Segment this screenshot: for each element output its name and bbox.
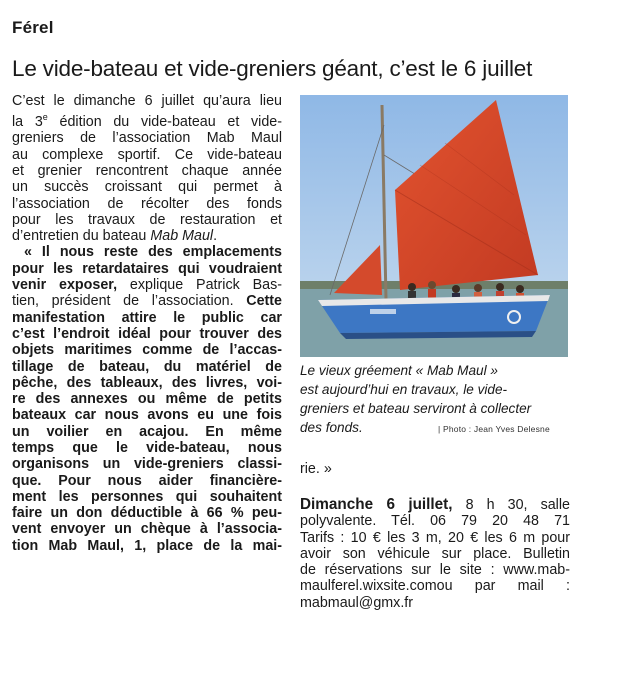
quote-line: que. Pour nous aider financière- <box>12 472 282 489</box>
info-line: de réservations sur le site : www.mab- <box>300 562 570 579</box>
info-date: Dimanche 6 juillet, <box>300 496 453 513</box>
article-kicker: Férel <box>12 18 54 37</box>
info-line: Tarifs : 10 € les 3 m, 20 € les 6 m pour <box>300 529 570 546</box>
body-line: d’entretien du bateau Mab Maul. <box>12 228 218 245</box>
sailboat-illustration <box>300 95 568 357</box>
info-line: avoir son véhicule sur place. Bulletin <box>300 545 570 562</box>
body-line: au complexe sportif. Ce vide-bateau <box>12 146 282 163</box>
quote-line: pour les retardataires qui voudraient <box>12 260 282 277</box>
quote-line: bateaux car nous avons eu une fois <box>12 407 282 424</box>
article-continuation: rie. » <box>300 461 332 477</box>
quote-line: re des annexes ou même de petits <box>12 391 282 408</box>
quote-line: temps que le vide-bateau, nous <box>12 440 282 456</box>
body-line: pour les travaux de restauration et <box>12 211 282 228</box>
caption-line: Le vieux gréement « Mab Maul » <box>300 363 498 378</box>
info-line: mabmaul@gmx.fr <box>300 594 414 611</box>
quote-line: « Il nous reste des emplacements <box>24 244 282 261</box>
body-line: un succès croissant qui permet à <box>12 179 282 196</box>
quote-line: organisons un vide-greniers classi- <box>12 456 282 473</box>
info-line: maulferel.wixsite.comou par mail : <box>300 578 570 595</box>
quote-line: manifestation attire le public car <box>12 309 282 326</box>
caption-line: greniers et bateau serviront à collecter <box>300 401 532 416</box>
quote-line: un voilier en acajou. En même <box>12 423 282 440</box>
quote-line: objets maritimes comme de l’accas- <box>12 342 282 359</box>
article-headline: Le vide-bateau et vide-greniers géant, c’est le 6 juillet <box>12 56 533 81</box>
quote-line: tion Mab Maul, 1, place de la mai- <box>12 537 282 554</box>
sailboat-photo <box>300 95 568 357</box>
caption-line: des fonds. <box>300 420 363 435</box>
quote-line: venir exposer, explique Patrick Bas- <box>12 277 282 294</box>
quote-line: tien, président de l’association. Cette <box>12 293 282 310</box>
body-line: l’association de récolter des fonds <box>12 195 282 212</box>
body-line: C’est le dimanche 6 juillet qu’aura lieu <box>12 93 282 109</box>
quote-line: pêche, des tableaux, des livres, voi- <box>12 374 282 391</box>
quote-line: tillage de bateau, du matériel de <box>12 358 282 375</box>
body-line: et grenier rencontrent chaque année <box>12 162 282 179</box>
body-line: la 3e édition du vide-bateau et vide- <box>12 112 282 131</box>
quote-line: faire un don déductible à 66 % peu- <box>12 505 282 522</box>
quote-line: ment les personnes qui souhaitent <box>12 488 282 505</box>
caption-line: est aujourd’hui en travaux, le vide- <box>300 382 508 397</box>
info-line: polyvalente. Tél. 06 79 20 48 71 <box>300 513 570 530</box>
body-line: greniers de l’association Mab Maul <box>12 130 282 147</box>
article-body-left <box>12 93 282 554</box>
info-line: Dimanche 6 juillet, 8 h 30, salle <box>300 496 570 513</box>
practical-info <box>300 497 570 611</box>
quote-line: c’est l’endroit idéal pour trouver des <box>12 325 282 342</box>
quote-line: vent envoyer un chèque à l’associa- <box>12 521 282 538</box>
photo-credit: | Photo : Jean Yves Delesne <box>438 424 550 434</box>
